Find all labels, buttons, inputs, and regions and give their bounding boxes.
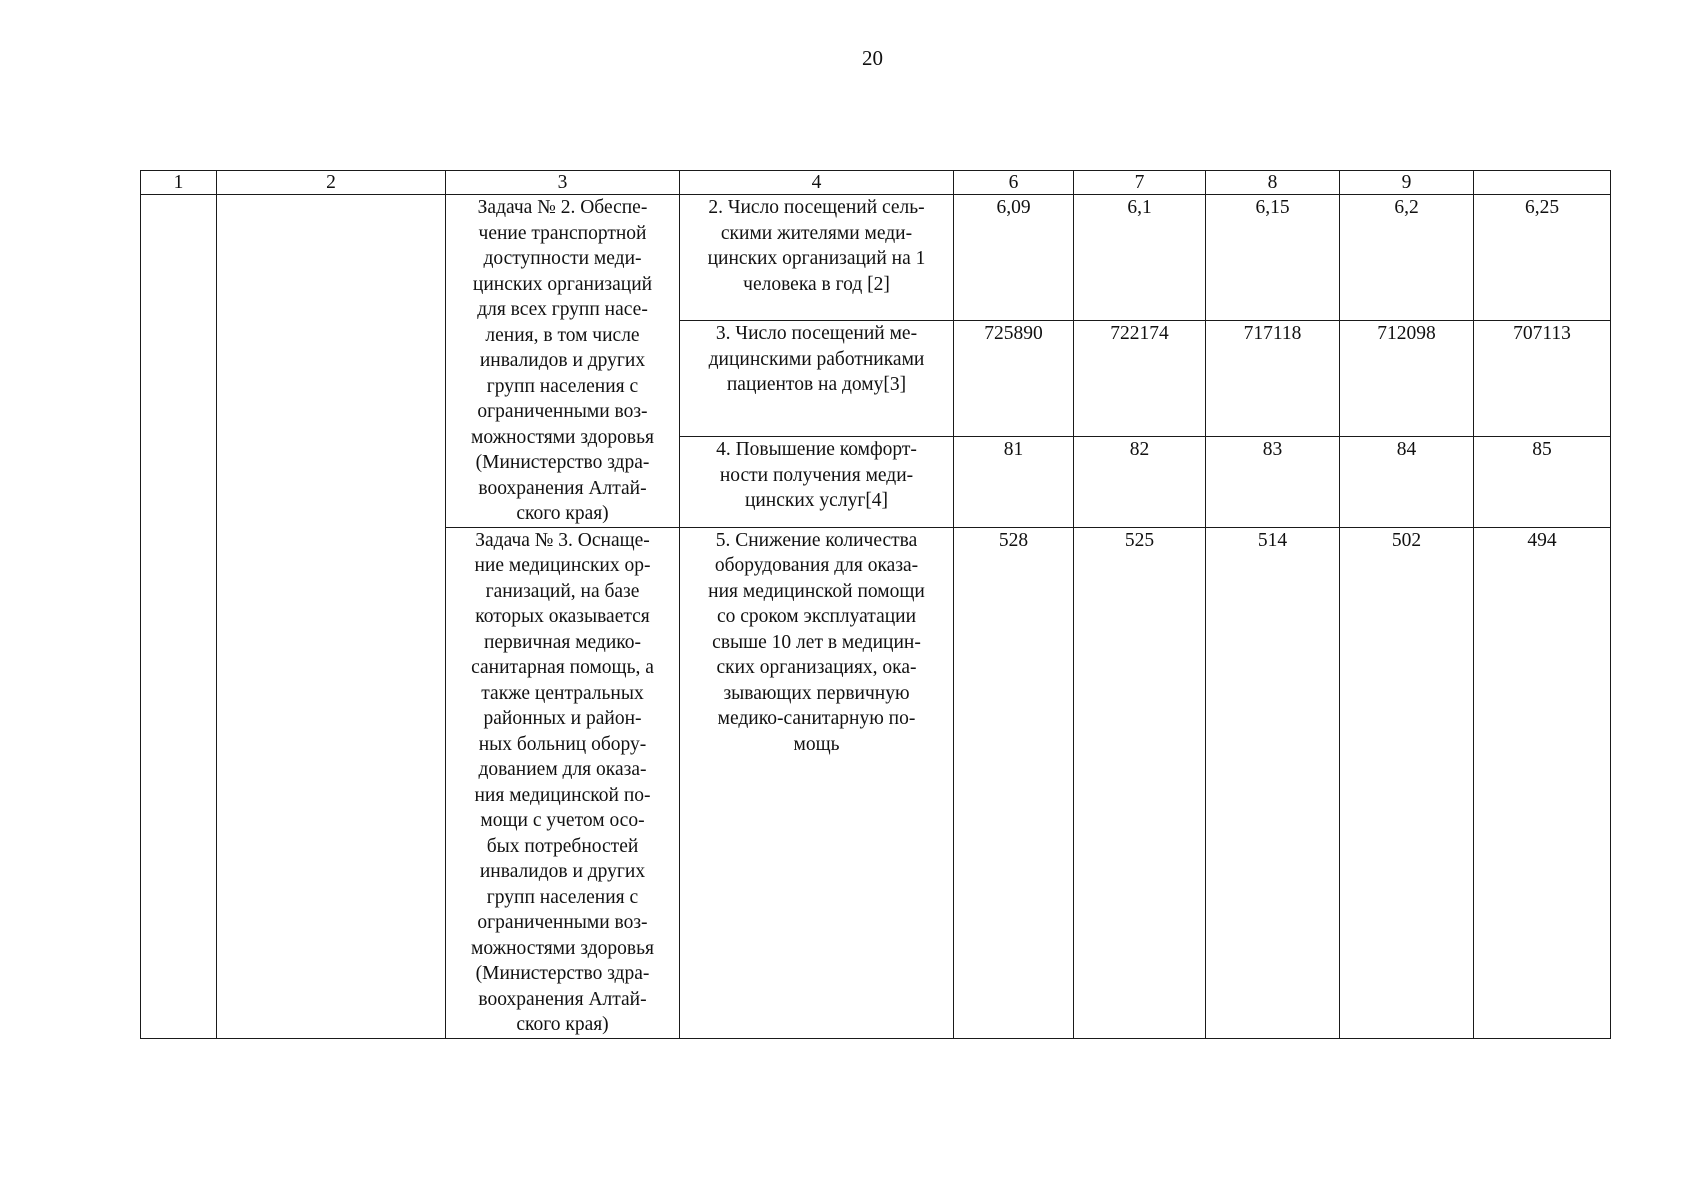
header-row [141, 171, 1611, 195]
indicator-cell: 2. Число посещений сель- скими жителями меди- цинских организаций на 1 человека в год [2] [680, 195, 954, 321]
value-cell: 83 [1206, 437, 1340, 527]
value-cell: 6,09 [954, 195, 1074, 321]
header-cell-col-4: 4 [680, 171, 954, 195]
header-cell-col-9: 9 [1340, 171, 1474, 195]
value-cell: 84 [1340, 437, 1474, 527]
header-cell-col-10 [1474, 171, 1611, 195]
value-cell: 717118 [1206, 321, 1340, 437]
value-cell: 725890 [954, 321, 1074, 437]
header-cell-col-6: 6 [954, 171, 1074, 195]
task-cell: Задача № 3. Оснаще- ние медицинских ор- ганизаций, на базе которых оказывается первичная медико- санитарная помощь, а также центральных районных и район- ных больниц обору- дованием для оказа- ния медицинской по- мощи с учетом осо- бых потребностей инвалидов и других групп населения с ограниченными воз- можностями здоровья (Министерство здра- воохранения Алтай- ского края) [446, 527, 680, 1038]
value-cell: 81 [954, 437, 1074, 527]
value-cell: 722174 [1074, 321, 1206, 437]
col-2-cell [217, 195, 446, 1039]
value-cell: 6,2 [1340, 195, 1474, 321]
header-cell-col-8: 8 [1206, 171, 1340, 195]
value-cell: 6,15 [1206, 195, 1340, 321]
value-cell: 494 [1474, 527, 1611, 1038]
header-cell-col-3: 3 [446, 171, 680, 195]
indicators-table [140, 170, 1611, 1039]
table-row [141, 195, 1611, 321]
value-cell: 525 [1074, 527, 1206, 1038]
indicator-cell: 3. Число посещений ме- дицинскими работниками пациентов на дому[3] [680, 321, 954, 437]
value-cell: 528 [954, 527, 1074, 1038]
task-cell: Задача № 2. Обеспе- чение транспортной доступности меди- цинских организаций для всех групп насе- ления, в том числе инвалидов и других групп населения с ограниченными воз- можностями здоровья (Министерство здра- воохранения Алтай- ского края) [446, 195, 680, 528]
page-number: 20 [862, 46, 883, 70]
value-cell: 6,25 [1474, 195, 1611, 321]
header-cell-col-7: 7 [1074, 171, 1206, 195]
value-cell: 82 [1074, 437, 1206, 527]
value-cell: 712098 [1340, 321, 1474, 437]
header-cell-col-2: 2 [217, 171, 446, 195]
indicator-cell: 5. Снижение количества оборудования для оказа- ния медицинской помощи со сроком эксплуатации свыше 10 лет в медицин- ских организациях, ока- зывающих первичную медико-санитарную по- мощь [680, 527, 954, 1038]
value-cell: 85 [1474, 437, 1611, 527]
value-cell: 707113 [1474, 321, 1611, 437]
value-cell: 514 [1206, 527, 1340, 1038]
col-1-cell [141, 195, 217, 1039]
value-cell: 6,1 [1074, 195, 1206, 321]
value-cell: 502 [1340, 527, 1474, 1038]
indicator-cell: 4. Повышение комфорт- ности получения меди- цинских услуг[4] [680, 437, 954, 527]
header-cell-col-1: 1 [141, 171, 217, 195]
